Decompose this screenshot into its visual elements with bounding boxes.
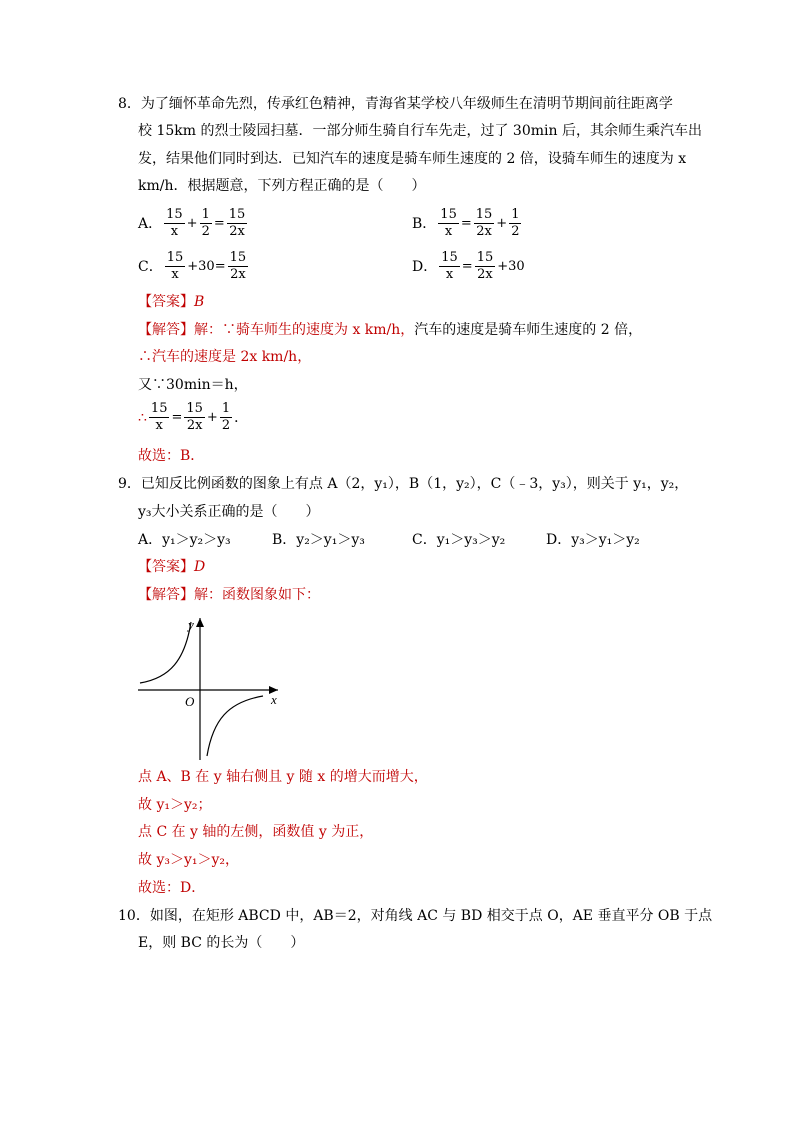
fraction: $\frac{15}{2x}$ <box>476 250 494 282</box>
q9-solution-line-3: 点 C 在 y 轴的左侧，函数值 y 为正， <box>138 824 374 840</box>
q8-line-1 <box>118 94 673 114</box>
q10-text-1: 如图，在矩形 ABCD 中，AB＝2，对角线 AC 与 BD 相交于点 O，AE 垂直平分 OB 于点 <box>149 908 713 924</box>
y-axis-arrow <box>196 618 204 627</box>
answer-tag: 【答案】 <box>138 294 194 310</box>
q9-solution-line-4: 故 y₃＞y₁＞y₂， <box>138 852 240 868</box>
q10-line-2: E，则 BC 的长为（ ） <box>138 935 305 951</box>
option-label: B． <box>412 215 437 232</box>
fraction: $\frac{15}{2x}$ <box>475 207 493 239</box>
fraction: $\frac{15}{x}$ <box>166 250 184 282</box>
q8-solution-line-4: ∴ $\frac{15}{x}$ = $\frac{15}{2x}$ + $\frac{1}{2}$ ． <box>138 401 249 433</box>
answer-tag: 【答案】 <box>138 559 194 575</box>
option-label: C． <box>138 258 163 275</box>
q8-option-a: A． $\frac{15}{x}$ + $\frac{1}{2}$ = $\frac{15}{2x}$ <box>138 207 246 239</box>
q9-line-2: y₃大小关系正确的是（ ） <box>138 504 320 520</box>
q9-option-b: B．y₂＞y₁＞y₃ <box>272 532 365 548</box>
option-label: A． <box>138 215 163 232</box>
fraction: $\frac{15}{x}$ <box>440 207 457 239</box>
inverse-function-graph <box>135 612 285 762</box>
q9-number: 9． <box>118 476 141 492</box>
fraction: $\frac{15}{x}$ <box>150 401 168 433</box>
q9-choose: 故选：D． <box>138 880 206 896</box>
q9-option-a: A．y₁＞y₂＞y₃ <box>138 532 231 548</box>
origin-label: O <box>185 694 195 709</box>
q8-line-3: 发，结果他们同时到达．已知汽车的速度是骑车师生速度的 2 倍，设骑车师生的速度为 x <box>138 151 687 167</box>
q8-option-c: C． $\frac{15}{x}$ +30= $\frac{15}{2x}$ <box>138 250 247 282</box>
q8-option-b: B． $\frac{15}{x}$ = $\frac{15}{2x}$ + $\frac{1}{2}$ <box>412 207 520 239</box>
q8-option-d: D． $\frac{15}{x}$ = $\frac{15}{2x}$ +30 <box>412 250 525 282</box>
q8-number: 8． <box>118 96 141 112</box>
solution-tag: 【解答】 <box>138 322 194 338</box>
q8-choose: 故选：B． <box>138 448 205 464</box>
answer-value: B <box>194 294 205 310</box>
q8-answer <box>138 292 204 312</box>
q8-line-2: 校 15km 的烈士陵园扫墓．一部分师生骑自行车先走，过了 30min 后，其余师生乘汽车出 <box>138 123 702 139</box>
fraction: $\frac{15}{2x}$ <box>229 250 247 282</box>
solution-tag: 【解答】 <box>138 587 194 603</box>
q9-option-c: C．y₁＞y₃＞y₂ <box>412 532 506 548</box>
option-label: D． <box>412 258 438 275</box>
q8-solution-line-3: 又∵30min＝h， <box>138 377 248 393</box>
fraction: $\frac{1}{2}$ <box>221 401 231 433</box>
fraction: $\frac{15}{x}$ <box>441 250 458 282</box>
q8-solution-line-2: ∴汽车的速度是 2x km/h， <box>138 349 312 365</box>
q9-solution-intro: 【解答】解：函数图象如下： <box>138 587 320 603</box>
q9-option-d: D．y₃＞y₁＞y₂ <box>546 532 640 548</box>
fraction: $\frac{15}{x}$ <box>166 207 183 239</box>
curve-right-branch <box>207 696 263 756</box>
fraction: $\frac{1}{2}$ <box>511 207 520 239</box>
q9-text-1: 已知反比例函数的图象上有点 A（2，y₁），B（1，y₂），C（﹣3，y₃），则关于 y₁，y₂， <box>140 476 689 492</box>
answer-value: D <box>194 559 206 575</box>
y-axis-label: y <box>188 617 194 632</box>
q9-solution-line-1: 点 A、B 在 y 轴右侧且 y 随 x 的增大而增大， <box>138 769 428 785</box>
fraction: $\frac{15}{2x}$ <box>186 401 203 433</box>
q8-solution-line-1: 【解答】解：∵骑车师生的速度为 x km/h，汽车的速度是骑车师生速度的 2 倍， <box>138 322 643 338</box>
curve-left-branch <box>140 622 191 683</box>
q8-line-4: km/h．根据题意，下列方程正确的是（ ） <box>138 178 426 194</box>
q10-line-1 <box>118 906 712 926</box>
x-axis-label: x <box>271 692 277 707</box>
q9-line-1 <box>118 474 688 494</box>
q9-answer <box>138 557 205 577</box>
q8-text-1: 为了缅怀革命先烈，传承红色精神，青海省某学校八年级师生在清明节期间前往距离学 <box>140 96 673 112</box>
fraction: $\frac{15}{2x}$ <box>228 207 246 239</box>
fraction: $\frac{1}{2}$ <box>201 207 210 239</box>
q10-number: 10． <box>118 908 150 924</box>
q9-solution-line-2: 故 y₁＞y₂； <box>138 797 212 813</box>
